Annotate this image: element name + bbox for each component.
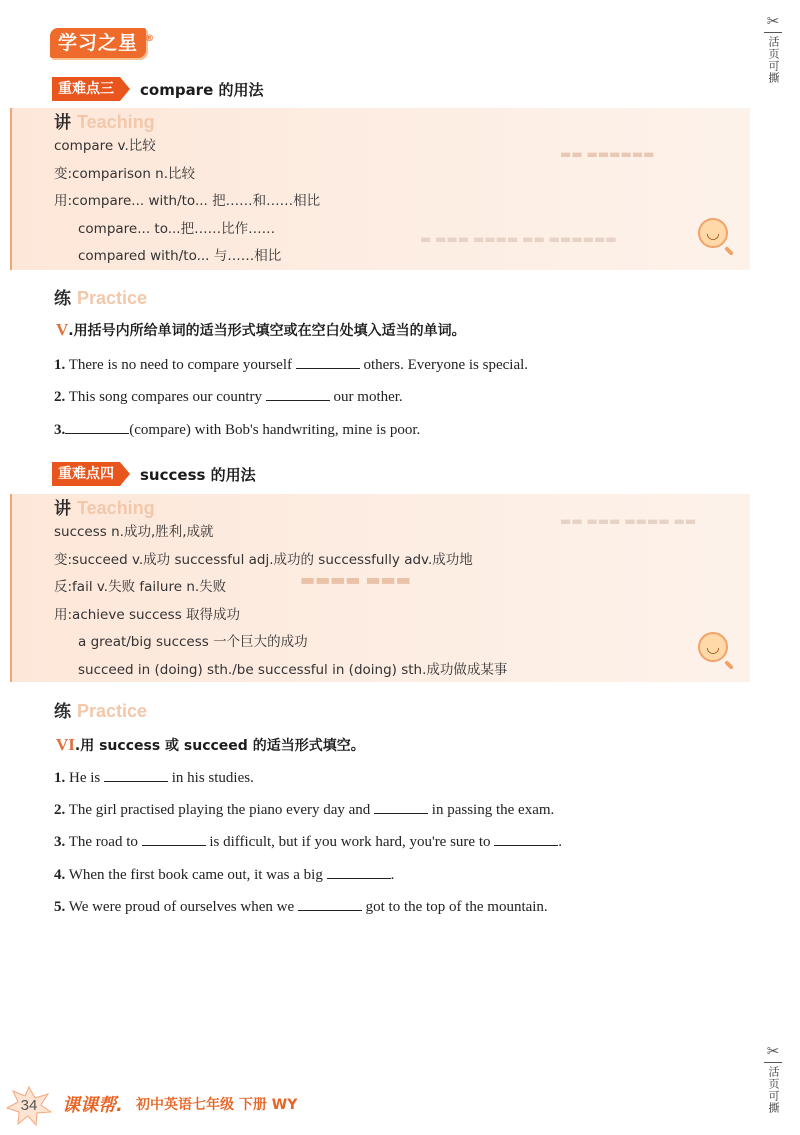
question-text: (compare) with Bob's handwriting, mine is poor.	[129, 422, 421, 438]
practice-heading	[54, 284, 147, 309]
practice-heading-en: Practice	[77, 288, 148, 308]
answer-blank[interactable]	[104, 770, 168, 782]
teaching-line: 反:fail v.失败 failure n.失败	[54, 579, 227, 595]
question-text: got to the top of the mountain.	[365, 899, 548, 915]
answer-blank[interactable]	[266, 389, 330, 401]
question-text: others. Everyone is special.	[363, 357, 529, 373]
question-text: He is	[69, 770, 101, 786]
exercise-instruction-text: .用括号内所给单词的适当形式填空或在空白处填入适当的单词。	[68, 323, 466, 339]
footer-book-title: 初中英语七年级 下册 WY	[136, 1097, 298, 1113]
teaching-line: compare... to...把……比作……	[78, 221, 276, 237]
answer-blank[interactable]	[298, 899, 362, 911]
smiley-magnifier-icon: ◡	[698, 218, 728, 248]
question-text: .	[390, 867, 395, 883]
exercise-number: VI	[56, 735, 75, 754]
question	[54, 867, 394, 884]
question-text: our mother.	[333, 389, 403, 405]
brand-logo	[50, 28, 156, 58]
practice-heading-en: Practice	[77, 701, 148, 721]
teaching-line: 变:comparison n.比较	[54, 166, 196, 182]
bleed-through-text: ▬▬ ▬▬▬▬▬▬	[560, 147, 655, 161]
question-text: The road to	[68, 834, 138, 850]
teaching-heading-en: Teaching	[77, 498, 155, 518]
teaching-line: 用:achieve success 取得成功	[54, 607, 241, 623]
question	[54, 357, 528, 374]
brand-logo-text: 学习之星	[58, 32, 139, 54]
question-number: 3.	[54, 422, 66, 438]
scissors-icon: ✂	[766, 1042, 780, 1060]
teaching-line: a great/big success 一个巨大的成功	[78, 634, 308, 650]
key-point-header	[52, 462, 256, 486]
question-text: We were proud of ourselves when we	[68, 899, 295, 915]
teaching-line: compared with/to... 与……相比	[78, 248, 282, 264]
answer-blank[interactable]	[327, 867, 391, 879]
question	[54, 770, 254, 787]
bleed-through-text: ▬▬▬▬ ▬▬▬	[300, 570, 411, 589]
tear-off-tag-top	[760, 12, 786, 84]
exercise-instruction	[56, 735, 365, 755]
question-number: 1.	[54, 357, 66, 373]
answer-blank[interactable]	[296, 357, 360, 369]
question	[54, 389, 403, 406]
question-text: This song compares our country	[68, 389, 263, 405]
question-number: 4.	[54, 867, 66, 883]
exercise-number: V	[56, 320, 69, 339]
question-text: in his studies.	[171, 770, 254, 786]
teaching-heading-en: Teaching	[77, 112, 155, 132]
tear-off-label: 活页可撕	[767, 36, 780, 84]
question-text: .	[558, 834, 563, 850]
teaching-line: 用:compare... with/to... 把……和……相比	[54, 193, 321, 209]
cut-line	[764, 32, 782, 33]
question-text: When the first book came out, it was a big	[68, 867, 323, 883]
bleed-through-text: ▬▬ ▬▬▬ ▬▬▬▬ ▬▬	[560, 514, 697, 528]
scissors-icon: ✂	[766, 12, 780, 30]
question-text: There is no need to compare yourself	[68, 357, 292, 373]
key-point-title: success 的用法	[140, 465, 256, 484]
teaching-heading-cn: 讲	[54, 499, 71, 519]
question-text: is difficult, but if you work hard, you're sure to	[209, 834, 491, 850]
question-number: 2.	[54, 802, 66, 818]
teaching-line: success n.成功,胜利,成就	[54, 524, 214, 540]
exercise-instruction	[56, 320, 466, 340]
key-point-title: compare 的用法	[140, 80, 264, 99]
practice-heading-cn: 练	[54, 702, 71, 722]
registered-mark: ®	[145, 34, 156, 44]
answer-blank[interactable]	[142, 834, 206, 846]
key-point-badge: 重难点四	[52, 462, 120, 486]
teaching-line: compare v.比较	[54, 138, 156, 154]
teaching-line: 变:succeed v.成功 successful adj.成功的 successfully adv.成功地	[54, 552, 473, 568]
question	[54, 834, 562, 851]
question	[54, 422, 420, 439]
key-point-header	[52, 77, 263, 101]
teaching-heading	[54, 108, 155, 133]
teaching-line: succeed in (doing) sth./be successful in (doing) sth.成功做成某事	[78, 662, 508, 678]
teaching-heading	[54, 494, 155, 519]
tear-off-tag-bottom	[760, 1042, 786, 1114]
question-text: The girl practised playing the piano every day and	[68, 802, 371, 818]
key-point-badge: 重难点三	[52, 77, 120, 101]
question-number: 3.	[54, 834, 66, 850]
exercise-instruction-text: .用 success 或 succeed 的适当形式填空。	[74, 738, 365, 754]
cut-line	[764, 1062, 782, 1063]
question-number: 5.	[54, 899, 66, 915]
practice-heading-cn: 练	[54, 289, 71, 309]
answer-blank[interactable]	[65, 422, 129, 434]
page-number: 34	[20, 1097, 38, 1114]
page-number-badge	[6, 1086, 52, 1126]
question-text: in passing the exam.	[431, 802, 555, 818]
teaching-heading-cn: 讲	[54, 113, 71, 133]
smiley-magnifier-icon: ◡	[698, 632, 728, 662]
question	[54, 802, 554, 819]
question	[54, 899, 548, 916]
question-number: 1.	[54, 770, 66, 786]
answer-blank[interactable]	[494, 834, 558, 846]
bleed-through-text: ▬ ▬▬▬ ▬▬▬▬ ▬▬ ▬▬▬▬▬▬	[420, 232, 617, 246]
tear-off-label: 活页可撕	[767, 1066, 780, 1114]
practice-heading	[54, 697, 147, 722]
footer-brand: 课课帮.	[62, 1095, 123, 1116]
question-number: 2.	[54, 389, 66, 405]
answer-blank[interactable]	[374, 802, 428, 814]
